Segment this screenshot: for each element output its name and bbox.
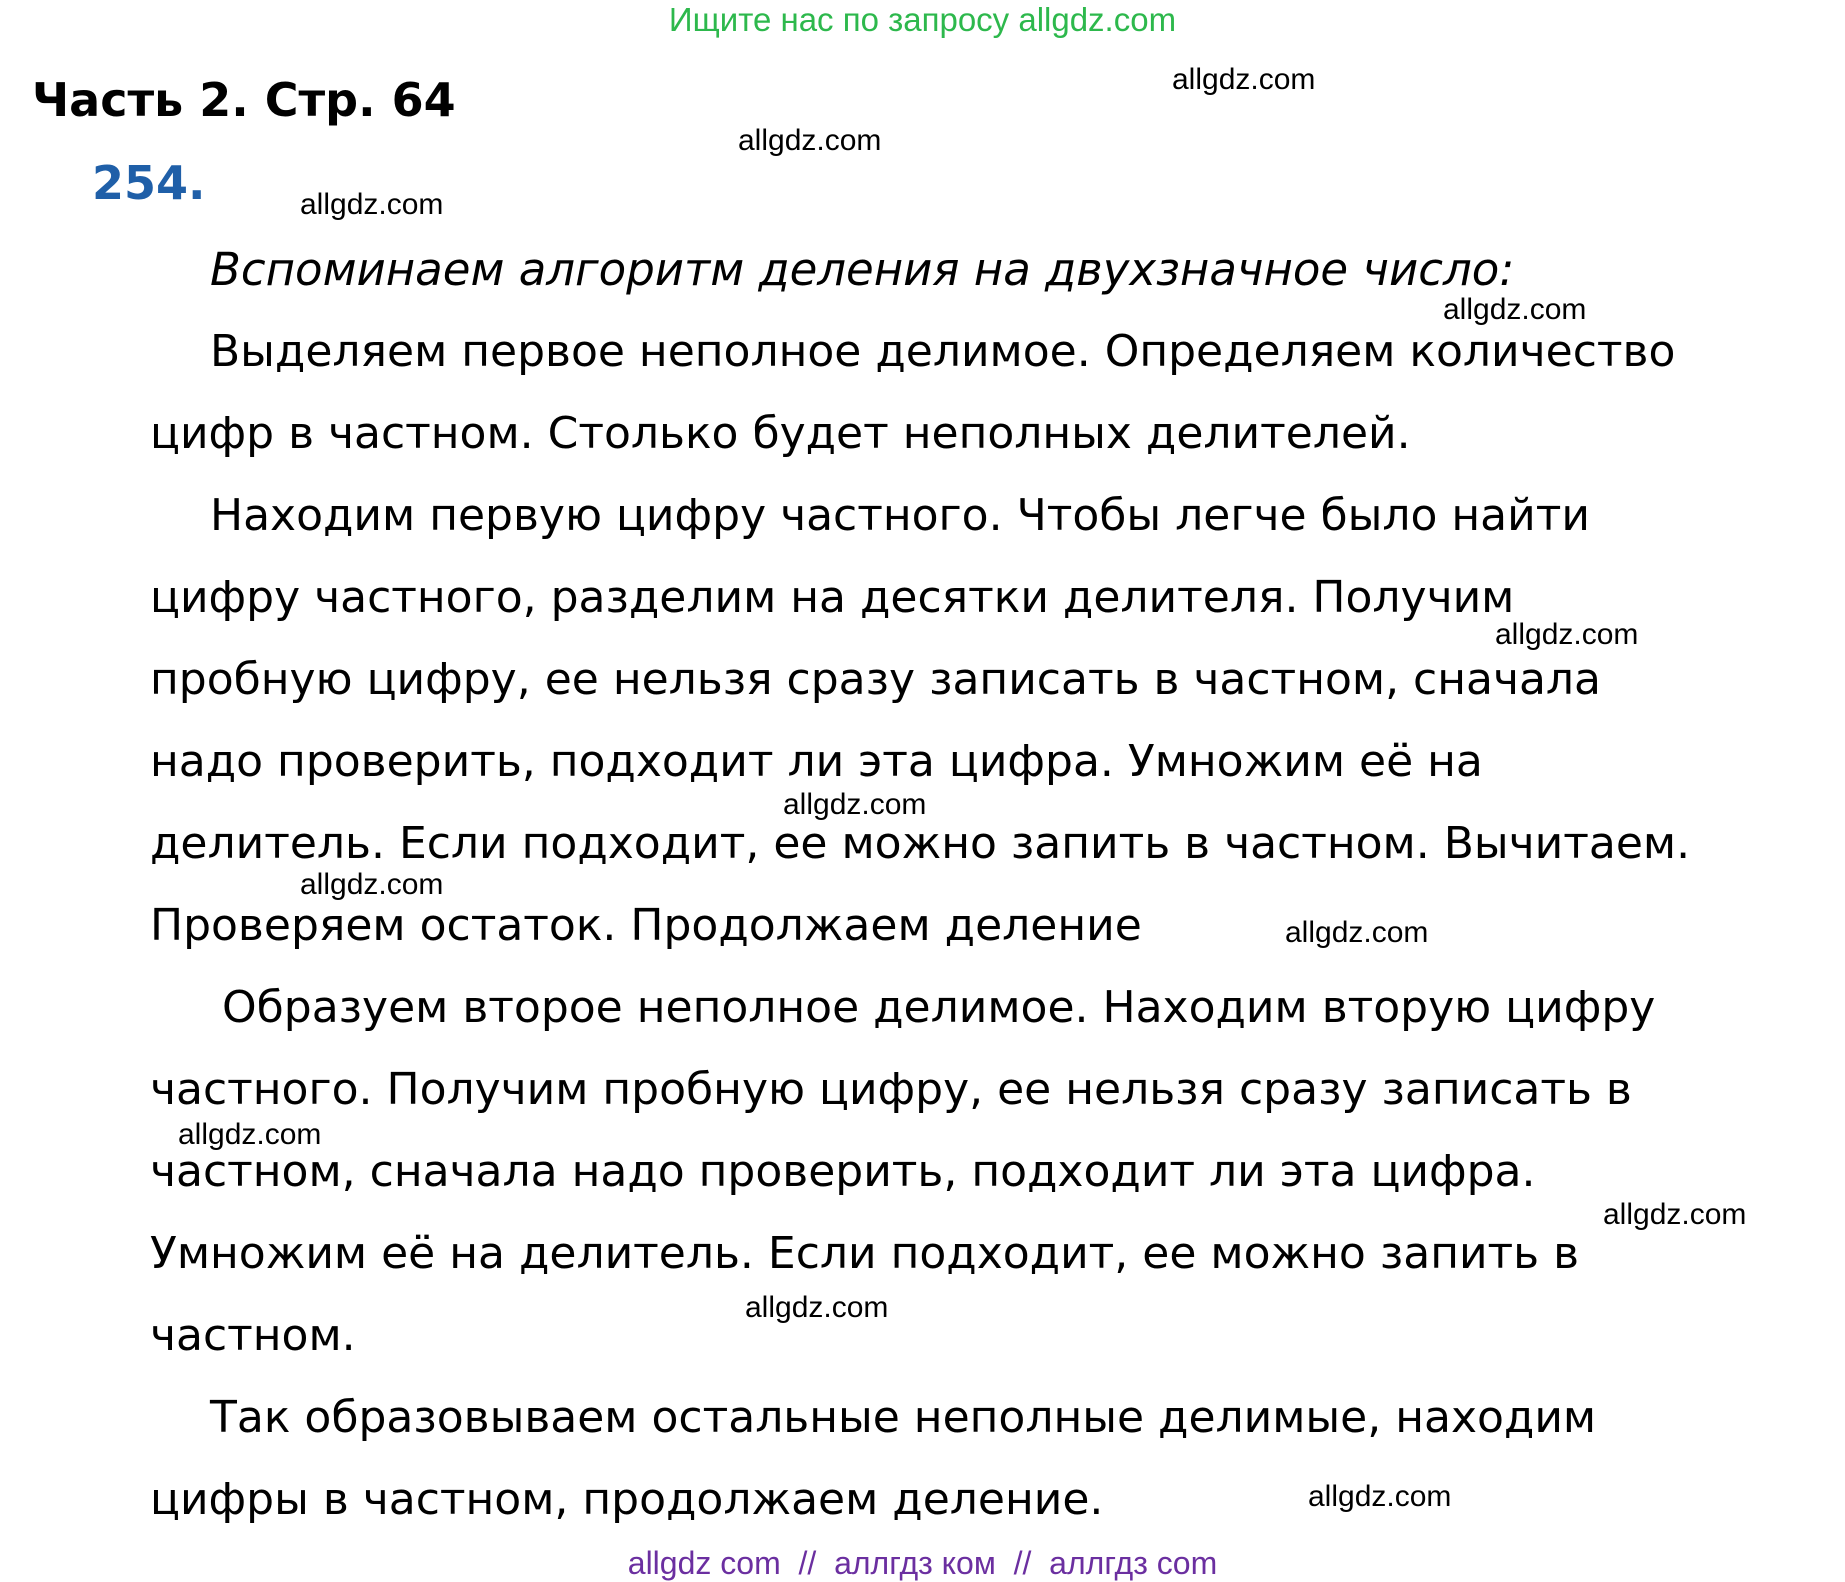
task-number: 254. <box>92 156 206 210</box>
watermark: allgdz.com <box>783 788 927 821</box>
text-line: частного. Получим пробную цифру, ее нельзя сразу записать в <box>150 1064 1632 1115</box>
text-line: надо проверить, подходит ли эта цифра. Умножим её на <box>150 736 1483 787</box>
text-line: Образуем второе неполное делимое. Находим вторую цифру <box>222 982 1656 1033</box>
text-line: цифр в частном. Столько будет неполных делителей. <box>150 408 1411 459</box>
footer-watermark: allgdz com // аллгдз ком // аллгдз com <box>627 1545 1218 1581</box>
text-line: пробную цифру, ее нельзя сразу записать в частном, сначала <box>150 654 1602 705</box>
top-banner: Ищите нас по запросу allgdz.com <box>668 1 1177 38</box>
watermark: allgdz.com <box>1172 63 1316 96</box>
watermark: allgdz.com <box>1308 1480 1452 1513</box>
watermark: allgdz.com <box>738 124 882 157</box>
text-line: Умножим её на делитель. Если подходит, ее можно запить в <box>150 1228 1580 1279</box>
algorithm-heading: Вспоминаем алгоритм деления на двухзначное число: <box>210 243 1515 296</box>
watermark: allgdz.com <box>1285 916 1429 949</box>
text-line: Так образовываем остальные неполные делимые, находим <box>210 1392 1597 1443</box>
text-line: Выделяем первое неполное делимое. Определяем количество <box>210 326 1676 377</box>
text-line: Находим первую цифру частного. Чтобы легче было найти <box>210 490 1590 541</box>
watermark: allgdz.com <box>745 1291 889 1324</box>
text-line: частном. <box>150 1310 356 1361</box>
text-line: частном, сначала надо проверить, подходит ли эта цифра. <box>150 1146 1536 1197</box>
watermark: allgdz.com <box>300 868 444 901</box>
text-line: Проверяем остаток. Продолжаем деление <box>150 900 1142 951</box>
watermark: allgdz.com <box>1443 293 1587 326</box>
text-line: цифру частного, разделим на десятки делителя. Получим <box>150 572 1515 623</box>
page-title: Часть 2. Стр. 64 <box>32 73 456 127</box>
text-line: делитель. Если подходит, ее можно запить в частном. Вычитаем. <box>150 818 1691 869</box>
watermark: allgdz.com <box>178 1118 322 1151</box>
watermark: allgdz.com <box>1603 1198 1747 1231</box>
text-line: цифры в частном, продолжаем деление. <box>150 1474 1104 1525</box>
watermark: allgdz.com <box>300 188 444 221</box>
watermark: allgdz.com <box>1495 618 1639 651</box>
